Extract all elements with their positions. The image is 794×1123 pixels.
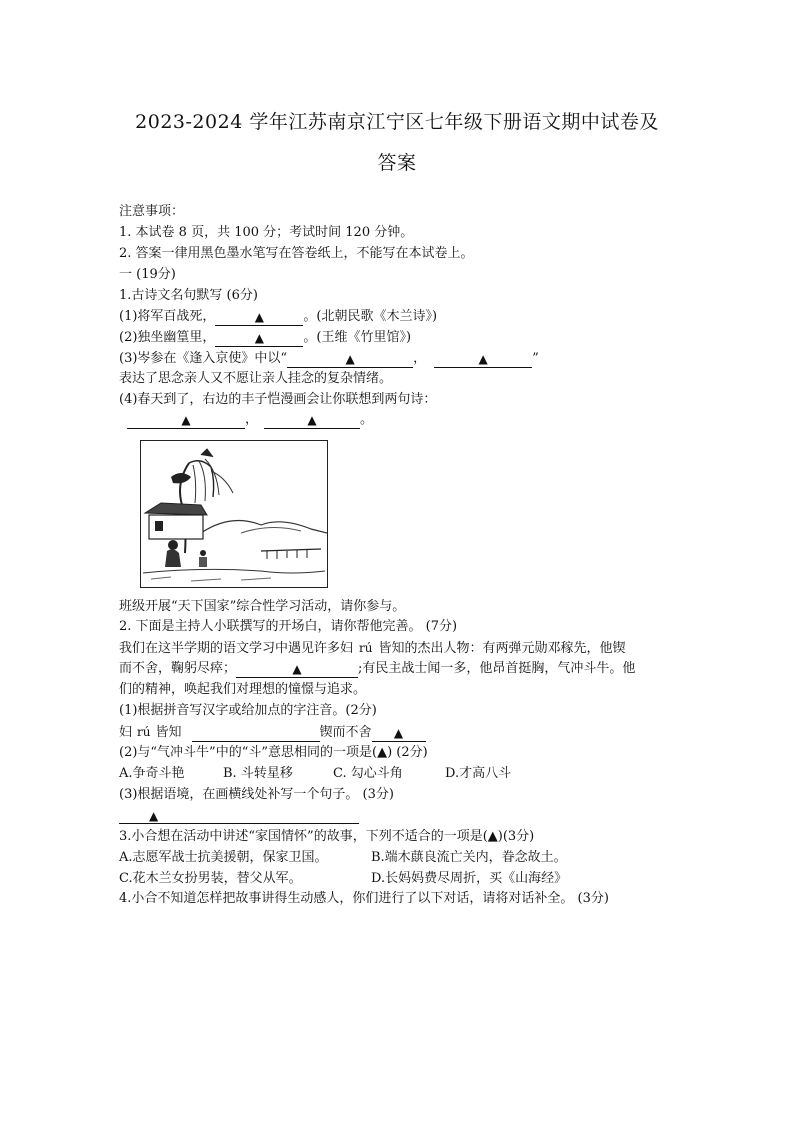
q1-title: 1.古诗文名句默写 (6分) [119,288,258,303]
answer-blank[interactable] [287,352,413,368]
pinyin-ru: rú [359,641,373,655]
q1-part3 [119,350,539,368]
q2-para1-b: 皆知的杰出人物：有两弹元勋邓稼先，他锲 [378,641,626,656]
q2-sub2: (2)与“气冲斗牛”中的“斗”意思相同的一项是(▲) (2分) [119,745,428,760]
q2-sub1: (1)根据拼音写汉字或给加点的字注音。(2分) [119,703,377,718]
pinyin-ru-2: rú [137,725,151,739]
q2-para2-a: 而不舍，鞠躬尽瘁； [119,661,237,676]
triangle-marker-icon: ▲ [254,310,265,324]
q1-part4-sep: ， [245,412,259,427]
answer-blank[interactable] [127,413,245,429]
q2-option-b[interactable]: B. 斗转星移 [223,766,293,781]
q2-sub1-qie: 锲而不舍 [319,725,372,740]
answer-blank[interactable] [434,352,532,368]
q2-sub1-answer [119,723,426,742]
activity-intro: 班级开展“天下国家”综合性学习活动，请你参与。 [119,599,406,614]
notes-heading: 注意事项： [119,204,185,219]
notes-item-1: 1. 本试卷 8 页，共 100 分；考试时间 120 分钟。 [119,225,414,240]
q1-part2-source: 。(王维《竹里馆》) [303,330,412,345]
q1-part2 [119,329,411,347]
triangle-marker-icon: ▲ [393,726,404,740]
answer-blank[interactable] [215,310,303,326]
q3-option-b[interactable]: B.端木蕻良流亡关内，眷念故土。 [371,850,567,865]
q1-part1 [119,308,437,326]
section-one-label: 一 (19分) [119,267,176,282]
q2-sub1-fu: 妇 [119,725,133,740]
triangle-marker-icon: ▲ [254,331,265,345]
answer-blank[interactable] [372,726,426,742]
comic-drawing [141,441,327,587]
triangle-marker-icon: ▲ [478,352,488,366]
q2-option-d[interactable]: D.才高八斗 [445,766,512,781]
q2-para-line1 [119,639,626,658]
q2-para1-a: 我们在这半学期的语文学习中遇见许多妇 [119,641,354,656]
q2-option-a[interactable]: A.争奇斗艳 [119,766,185,781]
feng-zikai-comic-illustration [140,440,328,588]
answer-blank[interactable] [119,809,359,824]
triangle-marker-icon: ▲ [292,662,302,676]
notes-item-2: 2. 答案一律用黑色墨水笔写在答卷纸上，不能写在本试卷上。 [119,246,474,261]
q2-sub3: (3)根据语境，在画横线处补写一个句子。 (3分) [119,787,394,802]
q1-part3-text: (3)岑参在《逢入京使》中以“ [119,351,288,366]
q2-para-line3: 们的精神，唤起我们对理想的憧憬与追求。 [119,682,367,697]
answer-blank[interactable] [264,413,360,429]
q3-options-row1 [119,849,567,867]
q3-title: 3.小合想在活动中讲述“家国情怀”的故事，下列不适合的一项是(▲)(3分) [119,829,535,844]
q2-para-line2 [119,660,635,678]
exam-title-line2: 答案 [377,152,417,174]
triangle-marker-icon: ▲ [307,413,317,427]
q3-option-d[interactable]: D.长妈妈费尽周折，买《山海经》 [371,871,568,886]
q1-part3-close: ” [532,351,539,366]
q1-part2-text: (2)独坐幽篁里， [119,330,216,345]
q1-part4-blanks [127,411,373,429]
triangle-marker-icon: ▲ [345,352,355,366]
q3-option-a[interactable]: A.志愿军战士抗美援朝，保家卫国。 [119,850,328,865]
q2-para2-b: ;有民主战士闻一多，他昂首挺胸，气冲斗牛。他 [358,661,636,676]
q1-part1-text: (1)将军百战死， [119,309,216,324]
q4-title: 4.小合不知道怎样把故事讲得生动感人，你们进行了以下对话，请将对话补全。 (3分) [119,891,609,906]
q1-part1-source: 。(北朝民歌《木兰诗》) [303,309,438,324]
q2-sub1-jiezhi: 皆知 [155,725,182,740]
triangle-marker-icon: ▲ [149,809,159,823]
answer-blank[interactable] [215,331,303,347]
q3-options-row2 [119,870,567,888]
q2-options [119,765,511,783]
q2-title: 2. 下面是主持人小联撰写的开场白，请你帮他完善。 (7分) [119,619,458,634]
q3-option-c[interactable]: C.花木兰女扮男装，替父从军。 [119,871,302,886]
q2-sub3-blank [119,806,359,824]
answer-blank[interactable] [192,726,320,742]
exam-title-line1: 2023-2024 学年江苏南京江宁区七年级下册语文期中试卷及 [135,111,659,133]
q1-part4: (4)春天到了，右边的丰子恺漫画会让你联想到两句诗： [119,392,437,407]
answer-blank[interactable] [236,662,358,678]
q1-part3-line2: 表达了思念亲人又不愿让亲人挂念的复杂情绪。 [119,371,393,386]
q1-part3-sep: ， [413,351,427,366]
q1-part4-end: 。 [360,412,374,427]
triangle-marker-icon: ▲ [181,413,191,427]
q2-option-c[interactable]: C. 勾心斗角 [333,766,403,781]
